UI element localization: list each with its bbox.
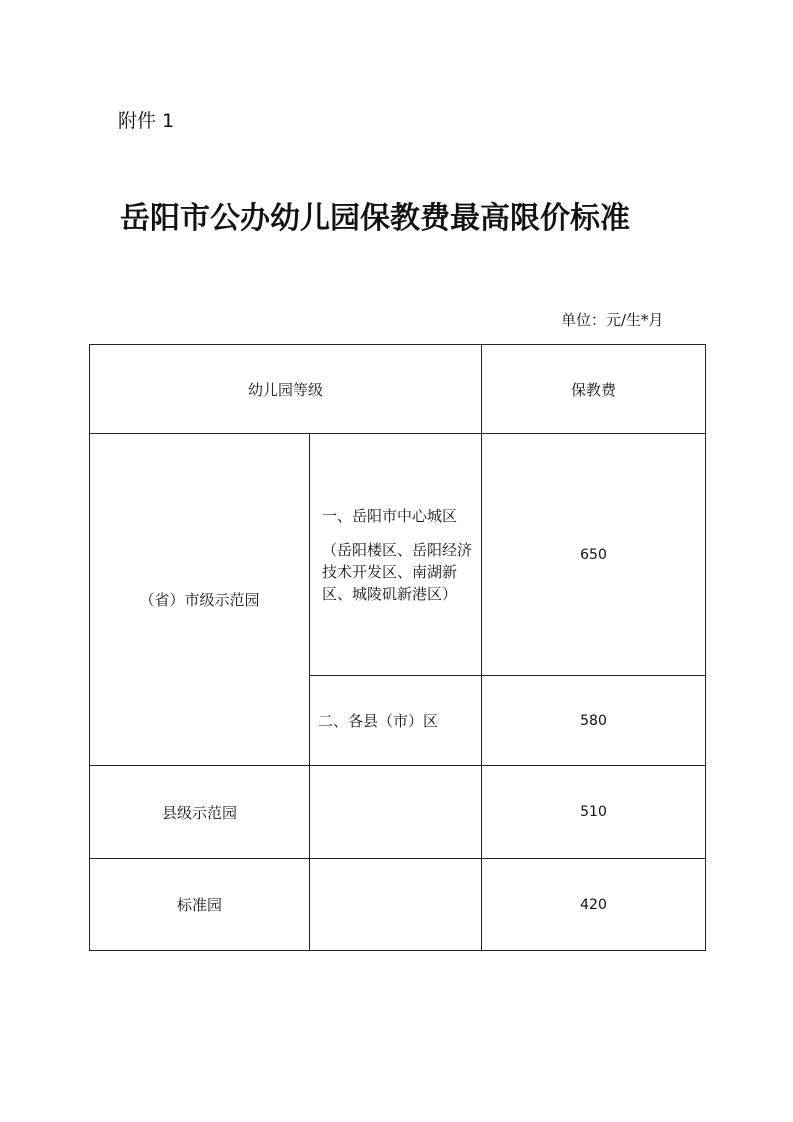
table-row — [90, 766, 706, 859]
fee-cell: 650 — [482, 434, 706, 676]
unit-note: 单位：元/生*月 — [561, 311, 664, 329]
area-cell — [310, 434, 482, 676]
attachment-label: 附件 1 — [118, 110, 175, 132]
page-title: 岳阳市公办幼儿园保教费最高限价标准 — [120, 201, 630, 236]
grade-cell: 标准园 — [90, 859, 310, 951]
area-cell — [310, 859, 482, 951]
fee-cell: 580 — [482, 676, 706, 766]
header-grade: 幼儿园等级 — [90, 345, 482, 434]
area-subtitle: （岳阳楼区、岳阳经济技术开发区、南湖新区、城陵矶新港区） — [322, 540, 473, 603]
grade-cell: （省）市级示范园 — [90, 434, 310, 766]
table-row — [90, 859, 706, 951]
area-cell: 二、各县（市）区 — [310, 676, 482, 766]
fee-table — [89, 344, 706, 951]
table-row — [90, 434, 706, 676]
fee-cell: 420 — [482, 859, 706, 951]
fee-cell: 510 — [482, 766, 706, 859]
header-fee: 保教费 — [482, 345, 706, 434]
table-header-row — [90, 345, 706, 434]
area-title: 一、岳阳市中心城区 — [322, 506, 458, 525]
area-cell — [310, 766, 482, 859]
grade-cell: 县级示范园 — [90, 766, 310, 859]
